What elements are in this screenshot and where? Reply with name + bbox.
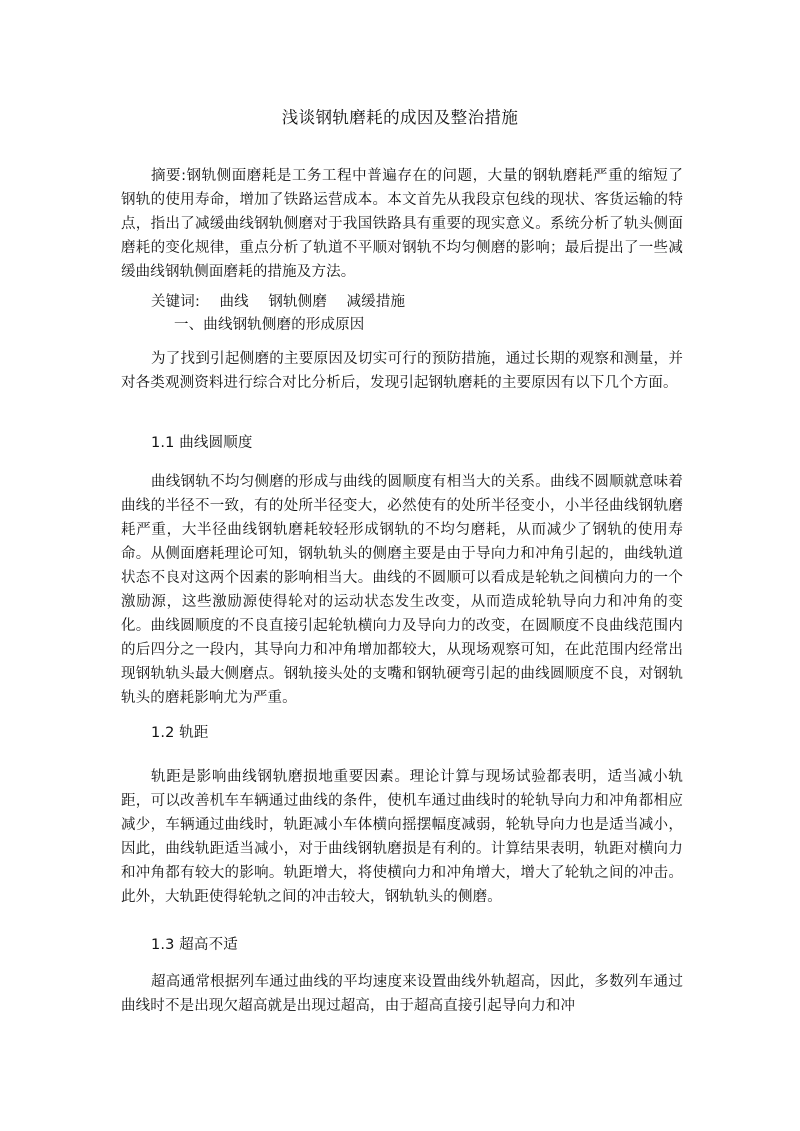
subsection-body: 轨距是影响曲线钢轨磨损地重要因素。理论计算与现场试验都表明，适当减小轨距，可以改善机车车辆通过曲线的条件，使机车通过曲线时的轮轨导向力和冲角都相应减少，车辆通过曲线时，轨距减小车体横向摇摆幅度减弱，轮轨导向力也是适当减小，因此，曲线轨距适当减小，对于曲线钢轨磨损是有利的。计算结果表明，轨距对横向力和冲角都有较大的影响。轨距增大，将使横向力和冲角增大，增大了轮轨之间的冲击。此外，大轨距使得轮轨之间的冲击较大，钢轨轨头的侧磨。 (121, 769, 683, 905)
subsection-body: 超高通常根据列车通过曲线的平均速度来设置曲线外轨超高，因此，多数列车通过曲线时不是出现欠超高就是出现过超高，由于超高直接引起导向力和冲 (121, 974, 683, 1014)
subsection-body: 曲线钢轨不均匀侧磨的形成与曲线的圆顺度有相当大的关系。曲线不圆顺就意味着曲线的半径不一致，有的处所半径变大，必然使有的处所半径变小，小半径曲线钢轨磨耗严重，大半径曲线钢轨磨耗较轻形成钢轨的不均匀磨耗，从而减少了钢轨的使用寿命。从侧面磨耗理论可知，钢轨轨头的侧磨主要是由于导向力和冲角引起的，曲线轨道状态不良对这两个因素的影响相当大。曲线的不圆顺可以看成是轮轨之间横向力的一个激励源，这些激励源使得轮对的运动状态发生改变，从而造成轮轨导向力和冲角的变化。曲线圆顺度的不良直接引起轮轨横向力及导向力的改变，在圆顺度不良曲线范围内的后四分之一段内，其导向力和冲角增加都较大，从现场观察可知，在此范围内经常出现钢轨轨头最大侧磨点。钢轨接头处的支嘴和钢轨硬弯引起的曲线圆顺度不良，对钢轨轨头的磨耗影响尤为严重。 (121, 474, 683, 706)
keyword-item: 钢轨侧磨 (268, 294, 327, 310)
keywords-label: 关键词: (151, 294, 200, 310)
section-heading: 一、曲线钢轨侧磨的形成原因 (174, 317, 365, 333)
keyword-item: 曲线 (219, 294, 249, 310)
subsection-heading: 1.1 曲线圆顺度 (151, 435, 253, 451)
keywords-line (151, 290, 405, 314)
document-title: 浅谈钢轨磨耗的成因及整治措施 (281, 108, 519, 127)
subsection-heading: 1.3 超高不适 (151, 937, 238, 953)
subsection-heading: 1.2 轨距 (151, 725, 209, 741)
keyword-item: 减缓措施 (346, 294, 406, 310)
section-intro-paragraph: 为了找到引起侧磨的主要原因及切实可行的预防措施，通过长期的观察和测量，并对各类观测资料进行综合对比分析后，发现引起钢轨磨耗的主要原因有以下几个方面。 (121, 351, 683, 391)
abstract-paragraph: 摘要:钢轨侧面磨耗是工务工程中普遍存在的问题，大量的钢轨磨耗严重的缩短了钢轨的使用寿命，增加了铁路运营成本。本文首先从我段京包线的现状、客货运输的特点，指出了减缓曲线钢轨侧磨对于我国铁路具有重要的现实意义。系统分析了轨头侧面磨耗的变化规律，重点分析了轨道不平顺对钢轨不均匀侧磨的影响；最后提出了一些减缓曲线钢轨侧面磨耗的措施及方法。 (121, 168, 683, 280)
